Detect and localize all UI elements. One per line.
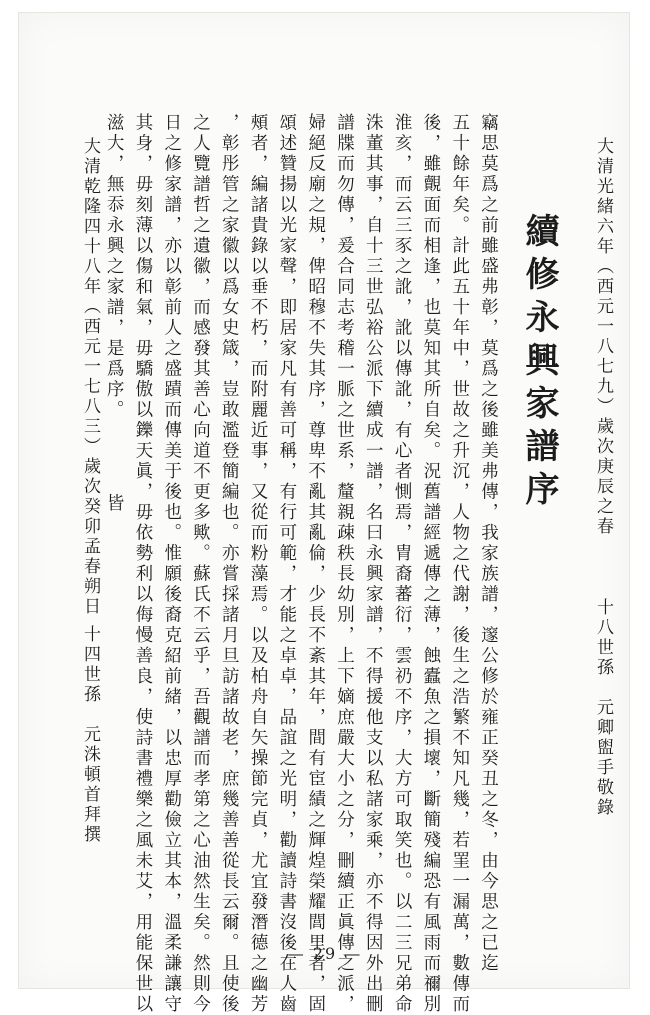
header-date: 大清光緒六年（西元一八七九）歲次庚辰之春 [593,137,613,537]
body-column: 之人覽譜哲之遺徽，而感發其善心向道不更多歟。蘇氏不云乎，吾觀譜而孝第之心油然生矣。然則今 [190,113,211,1015]
body-column: 婦絕反廟之規，俾昭穆不失其序，尊卑不亂其亂倫，少長不紊其年，間有宦績之輝煌榮耀閭里者，固 [305,113,326,1015]
body-column: ，彰彤管之家徽以爲女史箴，豈敢濫登簡編也。亦嘗採諸月旦訪諸故老，庶幾善善從長云爾。且使後 [219,113,240,1015]
body-column: 竊思莫爲之前雖盛弗彰，莫爲之後雖美弗傳，我家族譜，邃公修於雍正癸丑之冬，由今思之已迄 [478,113,499,974]
body-column: 頌述贊揚以光家聲，即居家凡有善可稱，有行可範，才能之卓卓，品誼之光明，勸讀詩書沒後在人齒 [276,113,297,1015]
body-column: 五十餘年矣。計此五十年中，世故之升沉，人物之代謝，後生之浩繁不知凡幾，若罣一漏萬，數傳而 [449,113,470,1015]
document-title: 續修永興家譜序 [519,213,559,514]
body-column: 後，雖覿面而相逢，也莫知其所自矣。況舊譜經遞傳之薄，蝕蠹魚之損壞，斷簡殘編恐有風雨而禰別 [420,113,441,1015]
body-column: 其身，毋刻薄以傷和氣，毋驕傲以鑠天眞，毋依勢利以侮慢善良，使詩書禮樂之風未艾，用能保世以 [132,113,153,1015]
page-number: — 29 — [287,944,363,963]
body-column: 淮亥，而云三豕之訛，訛以傳訛，有心者惻焉，胄裔蕃衍，雲礽不序，大方可取笑也。以二三兄弟命 [392,113,413,1015]
header-copyist: 十八世孫 元卿盥手敬錄 [593,598,613,818]
page-sheet [18,12,630,1015]
body-column: 滋大，無忝永興之家譜，是爲序。 皆 [104,113,125,515]
footer-author: 十四世孫 元洙頓首拜撰 [80,625,100,845]
footer-date: 大清乾隆四十八年（西元一七八三）歲次癸卯孟春朔日 [80,137,100,617]
body-column: 譜牒而勿傳，爰合同志考稽一脈之世系，釐親疎秩長幼別，上下嫡庶嚴大小之分，刪續正眞傳之派， [334,113,355,1015]
body-column: 日之修家譜，亦以彰前人之盛蹟而傳美于後也。惟願後裔克紹前緒，以忠厚勸儉立其本，溫柔謙讓守 [161,113,182,1015]
body-column: 洙董其事，自十三世弘裕公派下續成一譜，名曰永興家譜，不得援他支以私諸家乘，亦不得因外出刪 [363,113,384,1015]
body-column: 頰者，編諸貴錄以垂不朽，而附麗近事，又從而粉藻焉。以及柏舟自矢操節完貞，尤宜發潛德之幽芳 [248,113,269,1015]
